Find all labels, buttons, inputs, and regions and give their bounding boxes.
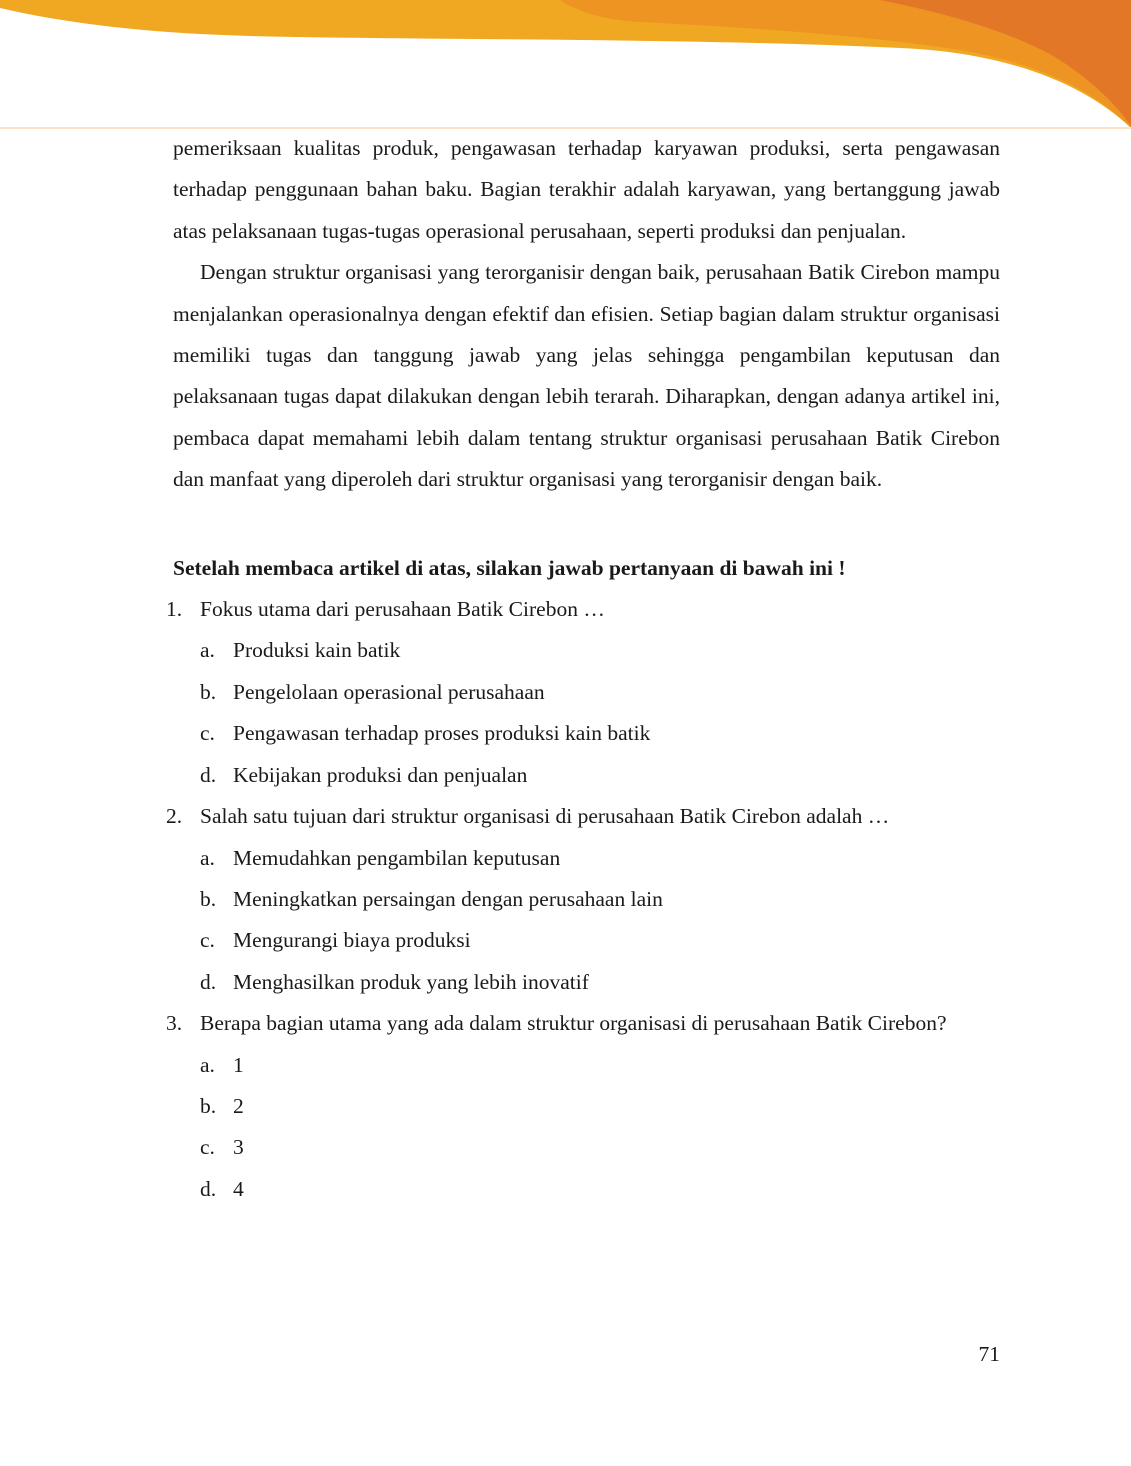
question-text: Berapa bagian utama yang ada dalam struktur organisasi di perusahaan Batik Cirebon? — [200, 1011, 947, 1036]
option-list — [200, 838, 1000, 1004]
option-text: Mengurangi biaya produksi — [233, 928, 471, 953]
option-letter: a. — [200, 1052, 215, 1077]
option-text: Produksi kain batik — [233, 638, 401, 663]
page-number: 71 — [978, 1342, 1000, 1366]
option-letter: d. — [200, 969, 217, 994]
question-text: Salah satu tujuan dari struktur organisasi di perusahaan Batik Cirebon adalah … — [200, 804, 890, 829]
article — [173, 128, 1000, 501]
option-letter: b. — [200, 1093, 217, 1118]
instruction-heading: Setelah membaca artikel di atas, silakan jawab pertanyaan di bawah ini ! — [173, 555, 846, 580]
question-number: 1. — [166, 597, 183, 622]
option-text: 2 — [233, 1093, 244, 1118]
question-number: 3. — [166, 1011, 183, 1036]
question-list — [166, 589, 1000, 1210]
article-paragraph: Dengan struktur organisasi yang terorganisir dengan baik, perusahaan Batik Cirebon mampu menjalankan operasionalnya dengan efektif dan efisien. Setiap bagian dalam struktur organisasi memiliki tugas dan tanggung jawab yang jelas sehingga pengambilan keputusan dan pelaksanaan tugas dapat dilakukan dengan lebih terarah. Diharapkan, dengan adanya artikel ini, pembaca dapat memahami lebih dalam tentang struktur organisasi perusahaan Batik Cirebon dan manfaat yang diperoleh dari struktur organisasi yang terorganisir dengan baik. — [173, 260, 1000, 492]
question-number: 2. — [166, 804, 183, 829]
option-letter: d. — [200, 1176, 217, 1201]
question-item — [166, 1003, 1000, 1210]
option-text: Pengawasan terhadap proses produksi kain batik — [233, 721, 651, 746]
option-letter: d. — [200, 762, 217, 787]
option-item — [200, 962, 1000, 1003]
option-item — [200, 1169, 1000, 1210]
option-item — [200, 1045, 1000, 1086]
option-item — [200, 879, 1000, 920]
option-item — [200, 838, 1000, 879]
question-item — [166, 796, 1000, 1003]
option-text: Pengelolaan operasional perusahaan — [233, 679, 545, 704]
option-list — [200, 1045, 1000, 1211]
option-letter: c. — [200, 1135, 215, 1160]
question-item — [166, 589, 1000, 796]
option-item — [200, 1127, 1000, 1168]
option-item — [200, 920, 1000, 961]
option-list — [200, 630, 1000, 796]
option-item — [200, 755, 1000, 796]
option-text: Memudahkan pengambilan keputusan — [233, 845, 561, 870]
option-letter: a. — [200, 638, 215, 663]
option-text: Kebijakan produksi dan penjualan — [233, 762, 528, 787]
option-text: Menghasilkan produk yang lebih inovatif — [233, 969, 589, 994]
option-letter: c. — [200, 928, 215, 953]
option-letter: b. — [200, 679, 217, 704]
option-item — [200, 672, 1000, 713]
option-letter: c. — [200, 721, 215, 746]
option-letter: a. — [200, 845, 215, 870]
article-paragraph: pemeriksaan kualitas produk, pengawasan terhadap karyawan produksi, serta pengawasan terhadap penggunaan bahan baku. Bagian terakhir adalah karyawan, yang bertanggung jawab atas pelaksanaan tugas-tugas operasional perusahaan, seperti produksi dan penjualan. — [173, 136, 1000, 243]
question-text: Fokus utama dari perusahaan Batik Cirebon … — [200, 597, 605, 622]
option-letter: b. — [200, 886, 217, 911]
page-content — [166, 128, 1000, 1210]
option-item — [200, 713, 1000, 754]
option-text: 1 — [233, 1052, 244, 1077]
header-wave-decoration — [0, 0, 1131, 140]
option-text: 3 — [233, 1135, 244, 1160]
option-item — [200, 1086, 1000, 1127]
option-text: Meningkatkan persaingan dengan perusahaan lain — [233, 886, 663, 911]
option-text: 4 — [233, 1176, 244, 1201]
option-item — [200, 630, 1000, 671]
